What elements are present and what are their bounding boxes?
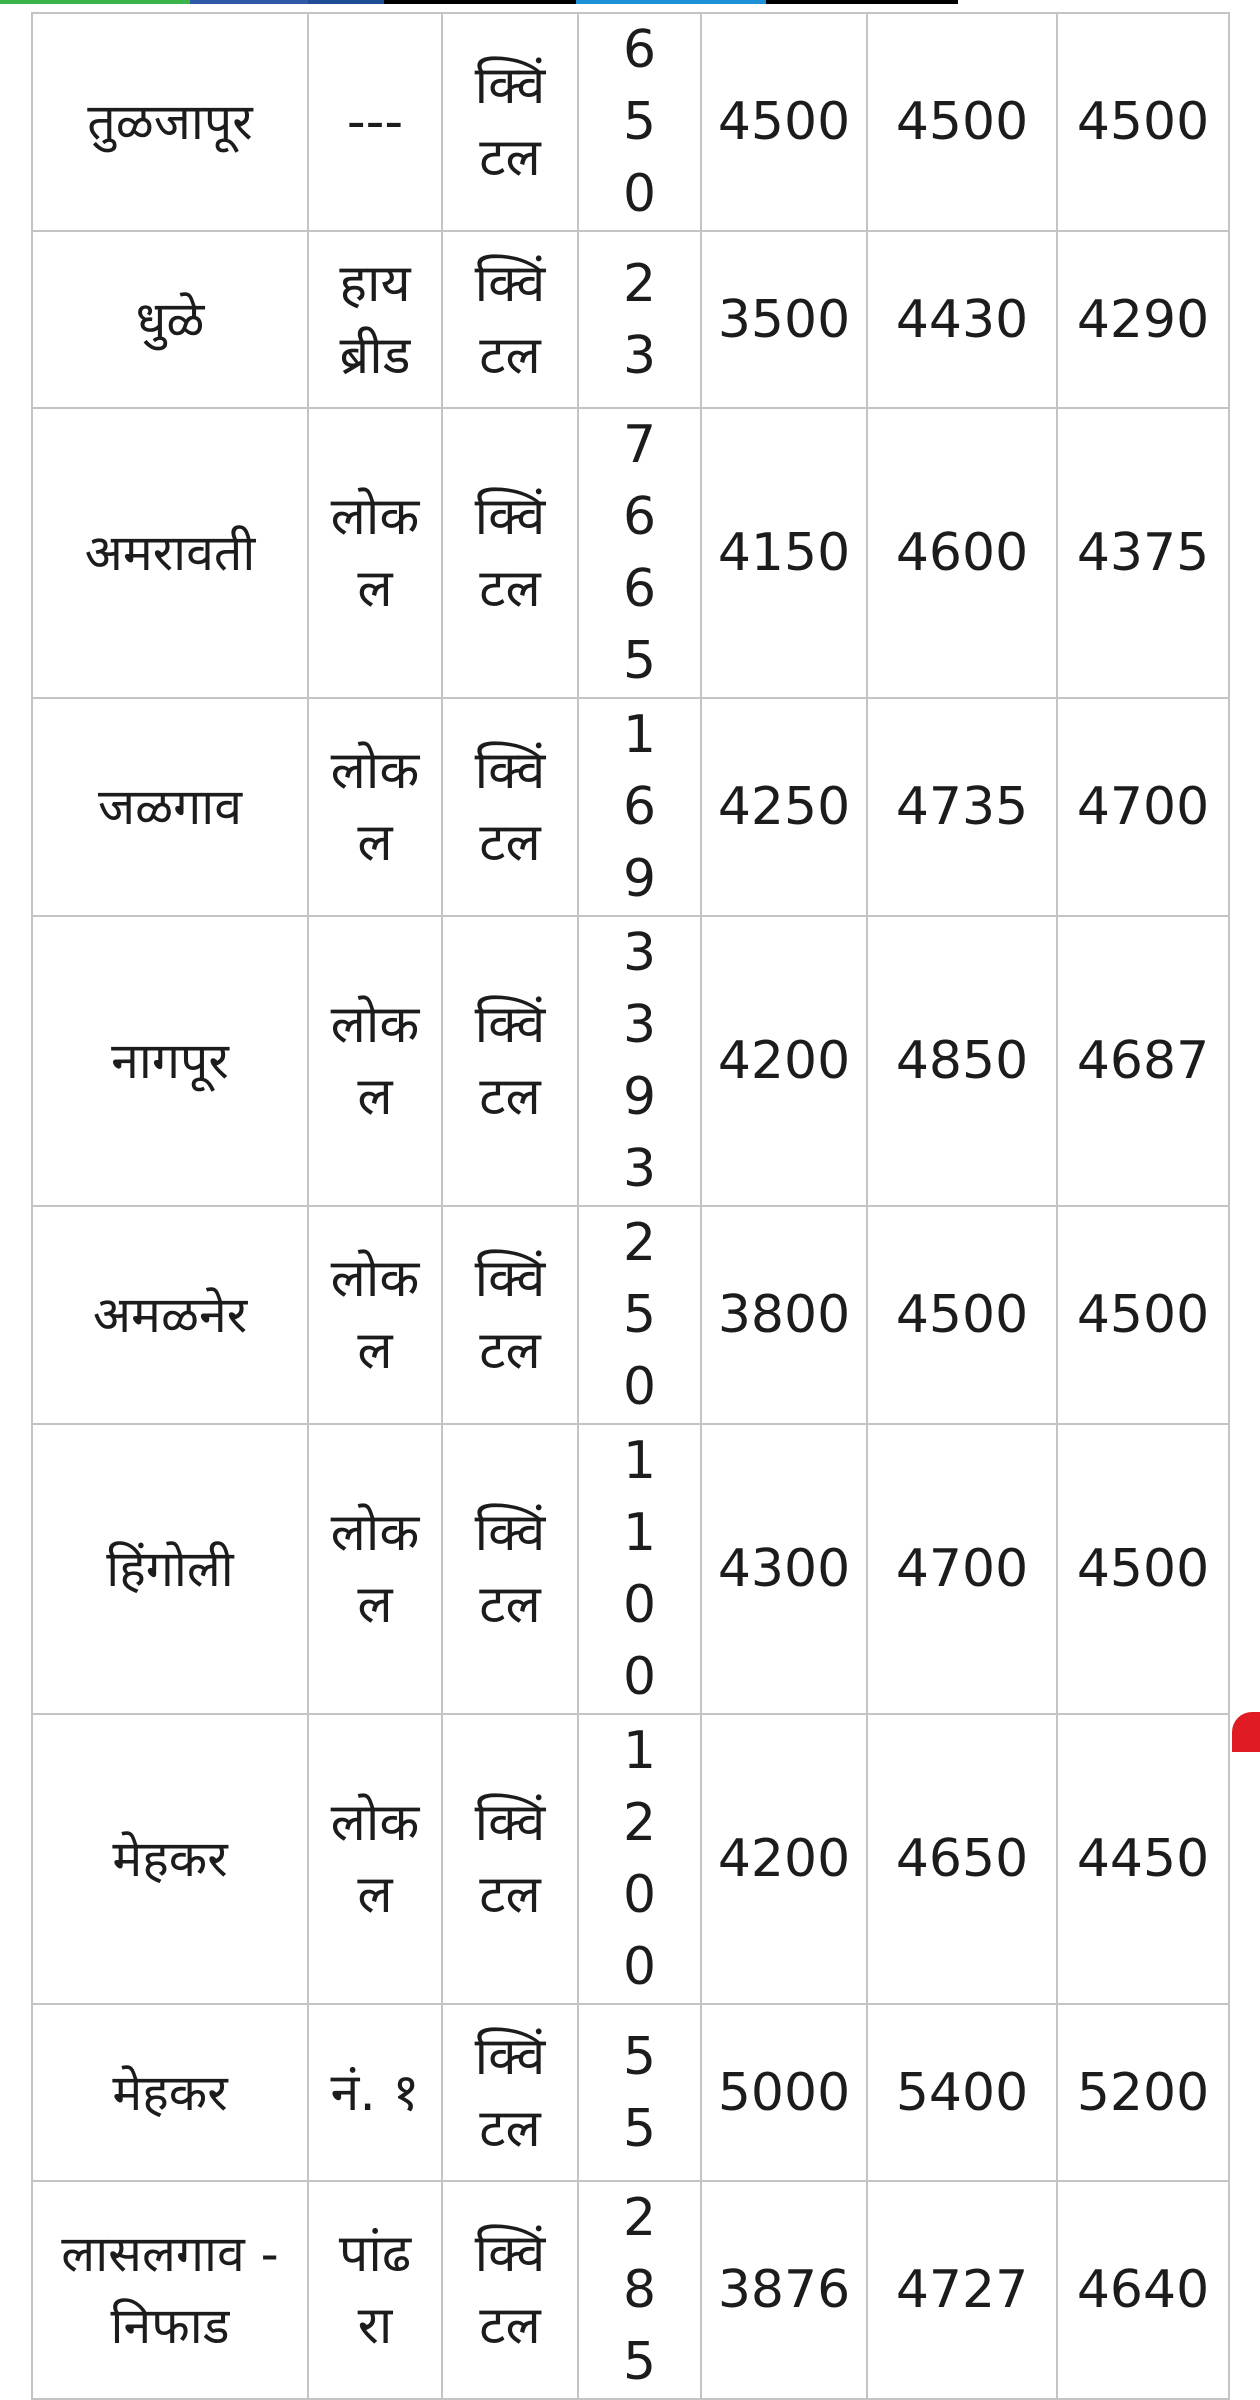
max-price-cell-text: 4500 <box>895 92 1029 152</box>
arrival-cell-text: 23 <box>622 253 657 386</box>
min-price-cell <box>701 916 867 1206</box>
market-price-table-wrapper <box>31 12 1230 2400</box>
min-price-cell <box>701 231 867 408</box>
unit-cell-text: क्विंटल <box>474 995 546 1127</box>
unit-cell-text: क्विंटल <box>474 2026 546 2159</box>
variety-cell-text: लोकल <box>330 741 420 873</box>
table-row <box>32 13 1229 231</box>
max-price-cell <box>867 1424 1057 1714</box>
unit-cell <box>442 2004 578 2181</box>
strip-segment <box>766 0 958 4</box>
max-price-cell <box>867 13 1057 231</box>
min-price-cell-text: 4500 <box>717 92 851 152</box>
max-price-cell-text: 4727 <box>895 2260 1029 2320</box>
min-price-cell <box>701 408 867 698</box>
unit-cell-text: क्विंटल <box>474 487 546 619</box>
floating-button-edge[interactable] <box>1232 1712 1260 1752</box>
min-price-cell-text: 5000 <box>717 2062 851 2123</box>
market-cell-text: अमळनेर <box>92 1286 248 1344</box>
market-cell-text: अमरावती <box>84 524 256 582</box>
arrival-cell <box>578 2181 701 2399</box>
modal-price-cell <box>1057 698 1229 916</box>
variety-cell <box>308 408 442 698</box>
variety-cell <box>308 1206 442 1424</box>
min-price-cell <box>701 13 867 231</box>
strip-segment <box>308 0 384 4</box>
variety-cell <box>308 2004 442 2181</box>
market-cell-text: नागपूर <box>111 1032 229 1090</box>
modal-price-cell-text: 4500 <box>1076 92 1210 152</box>
min-price-cell-text: 3800 <box>717 1285 851 1345</box>
unit-cell <box>442 13 578 231</box>
variety-cell <box>308 231 442 408</box>
modal-price-cell-text: 4375 <box>1076 523 1210 583</box>
arrival-cell <box>578 916 701 1206</box>
strip-segment <box>576 0 766 4</box>
arrival-cell <box>578 1206 701 1424</box>
min-price-cell-text: 4200 <box>717 1031 851 1091</box>
market-cell <box>32 231 308 408</box>
arrival-cell <box>578 231 701 408</box>
variety-cell <box>308 1714 442 2004</box>
min-price-cell <box>701 1714 867 2004</box>
modal-price-cell <box>1057 916 1229 1206</box>
market-cell <box>32 698 308 916</box>
table-row <box>32 2004 1229 2181</box>
min-price-cell <box>701 2181 867 2399</box>
modal-price-cell-text: 4290 <box>1076 289 1210 350</box>
market-cell-text: तुळजापूर <box>87 93 253 151</box>
max-price-cell <box>867 2181 1057 2399</box>
modal-price-cell-text: 4450 <box>1076 1829 1210 1889</box>
market-cell-text: धुळे <box>135 290 205 349</box>
arrival-cell-text: 250 <box>622 1213 657 1417</box>
min-price-cell-text: 3500 <box>717 289 851 350</box>
min-price-cell-text: 3876 <box>717 2260 851 2320</box>
modal-price-cell <box>1057 408 1229 698</box>
min-price-cell <box>701 2004 867 2181</box>
unit-cell-text: क्विंटल <box>474 2224 546 2356</box>
unit-cell <box>442 1206 578 1424</box>
modal-price-cell-text: 4640 <box>1076 2260 1210 2320</box>
table-row <box>32 2181 1229 2399</box>
market-cell <box>32 1714 308 2004</box>
strip-segment <box>190 0 308 4</box>
market-cell <box>32 1206 308 1424</box>
market-cell <box>32 408 308 698</box>
market-cell <box>32 916 308 1206</box>
market-cell-text: जळगाव <box>98 778 242 836</box>
strip-segment <box>0 0 190 4</box>
market-cell-text: हिंगोली <box>106 1540 234 1598</box>
min-price-cell-text: 4250 <box>717 777 851 837</box>
max-price-cell <box>867 231 1057 408</box>
unit-cell-text: क्विंटल <box>474 56 546 188</box>
min-price-cell-text: 4150 <box>717 523 851 583</box>
variety-cell-text: लोकल <box>330 1249 420 1381</box>
variety-cell-text: हायब्रीड <box>339 253 411 386</box>
arrival-cell <box>578 2004 701 2181</box>
market-cell <box>32 2004 308 2181</box>
max-price-cell-text: 4650 <box>895 1829 1029 1889</box>
variety-cell-text: पांढरा <box>338 2224 412 2356</box>
table-row <box>32 698 1229 916</box>
variety-cell-text: नं. १ <box>330 2062 420 2123</box>
arrival-cell-text: 1200 <box>622 1721 657 1997</box>
variety-cell-text: --- <box>346 92 404 152</box>
min-price-cell-text: 4300 <box>717 1539 851 1599</box>
modal-price-cell <box>1057 2004 1229 2181</box>
arrival-cell-text: 1100 <box>622 1431 657 1707</box>
arrival-cell <box>578 13 701 231</box>
min-price-cell <box>701 1424 867 1714</box>
strip-segment <box>384 0 576 4</box>
modal-price-cell-text: 4687 <box>1076 1031 1210 1091</box>
variety-cell <box>308 13 442 231</box>
modal-price-cell-text: 5200 <box>1076 2062 1210 2123</box>
table-row <box>32 231 1229 408</box>
table-row <box>32 1424 1229 1714</box>
max-price-cell-text: 4500 <box>895 1285 1029 1345</box>
max-price-cell <box>867 698 1057 916</box>
arrival-cell <box>578 1714 701 2004</box>
unit-cell-text: क्विंटल <box>474 741 546 873</box>
unit-cell <box>442 1714 578 2004</box>
max-price-cell <box>867 2004 1057 2181</box>
modal-price-cell-text: 4500 <box>1076 1539 1210 1599</box>
arrival-cell-text: 55 <box>622 2026 657 2159</box>
max-price-cell-text: 4850 <box>895 1031 1029 1091</box>
min-price-cell <box>701 1206 867 1424</box>
max-price-cell <box>867 408 1057 698</box>
table-row <box>32 916 1229 1206</box>
market-cell <box>32 2181 308 2399</box>
arrival-cell <box>578 1424 701 1714</box>
unit-cell-text: क्विंटल <box>474 253 546 386</box>
arrival-cell-text: 650 <box>622 20 657 224</box>
modal-price-cell <box>1057 1206 1229 1424</box>
max-price-cell <box>867 1206 1057 1424</box>
unit-cell <box>442 231 578 408</box>
max-price-cell-text: 4700 <box>895 1539 1029 1599</box>
max-price-cell-text: 5400 <box>895 2062 1029 2123</box>
arrival-cell-text: 169 <box>622 705 657 909</box>
market-cell <box>32 13 308 231</box>
unit-cell <box>442 1424 578 1714</box>
unit-cell-text: क्विंटल <box>474 1249 546 1381</box>
variety-cell <box>308 916 442 1206</box>
arrival-cell-text: 285 <box>622 2188 657 2392</box>
modal-price-cell-text: 4500 <box>1076 1285 1210 1345</box>
unit-cell-text: क्विंटल <box>474 1503 546 1635</box>
table-row <box>32 1714 1229 2004</box>
table-body <box>32 13 1229 2399</box>
market-cell-text: मेहकर <box>112 1830 228 1888</box>
variety-cell-text: लोकल <box>330 1503 420 1635</box>
unit-cell <box>442 408 578 698</box>
table-row <box>32 1206 1229 1424</box>
variety-cell-text: लोकल <box>330 487 420 619</box>
modal-price-cell <box>1057 231 1229 408</box>
variety-cell <box>308 1424 442 1714</box>
modal-price-cell-text: 4700 <box>1076 777 1210 837</box>
market-cell-text: लासलगाव - निफाड <box>61 2225 279 2355</box>
variety-cell-text: लोकल <box>330 995 420 1127</box>
modal-price-cell <box>1057 2181 1229 2399</box>
market-cell <box>32 1424 308 1714</box>
arrival-cell <box>578 698 701 916</box>
max-price-cell-text: 4600 <box>895 523 1029 583</box>
variety-cell-text: लोकल <box>330 1793 420 1925</box>
unit-cell-text: क्विंटल <box>474 1793 546 1925</box>
table-row <box>32 408 1229 698</box>
modal-price-cell <box>1057 1424 1229 1714</box>
variety-cell <box>308 2181 442 2399</box>
max-price-cell <box>867 916 1057 1206</box>
modal-price-cell <box>1057 1714 1229 2004</box>
market-cell-text: मेहकर <box>112 2063 228 2122</box>
market-price-table <box>31 12 1230 2400</box>
max-price-cell <box>867 1714 1057 2004</box>
unit-cell <box>442 698 578 916</box>
arrival-cell-text: 7665 <box>622 415 657 691</box>
max-price-cell-text: 4430 <box>895 289 1029 350</box>
min-price-cell <box>701 698 867 916</box>
modal-price-cell <box>1057 13 1229 231</box>
arrival-cell-text: 3393 <box>622 923 657 1199</box>
min-price-cell-text: 4200 <box>717 1829 851 1889</box>
top-color-strip <box>0 0 1260 4</box>
unit-cell <box>442 916 578 1206</box>
max-price-cell-text: 4735 <box>895 777 1029 837</box>
arrival-cell <box>578 408 701 698</box>
variety-cell <box>308 698 442 916</box>
unit-cell <box>442 2181 578 2399</box>
